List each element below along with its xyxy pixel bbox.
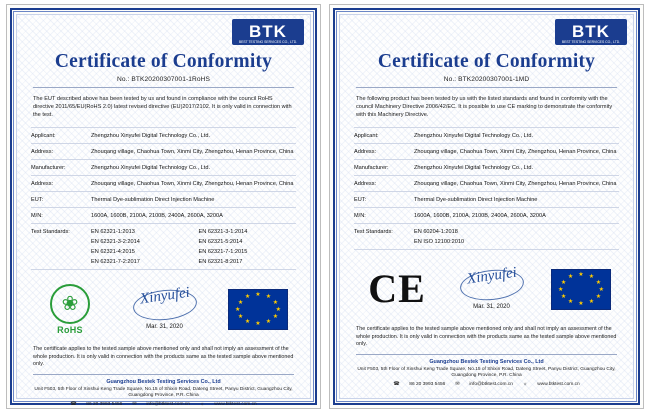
standard-item (522, 228, 620, 236)
rohs-caption: RoHS (57, 324, 83, 335)
field-label: Address: (354, 176, 414, 192)
field-label: Applicant: (31, 128, 91, 144)
table-row (354, 176, 619, 192)
field-value: Zhouqang village, Chaohua Town, Xinmi City, Zhengzhou, Henan Province, China (414, 176, 619, 192)
field-value: Zhengzhou Xinyufei Digital Technology Co., Ltd. (414, 160, 619, 176)
issuer-company: Guangzhou Bestek Testing Services Co., Ltd (429, 358, 544, 365)
certificate-title: Certificate of Conformity (54, 51, 273, 72)
table-row (354, 192, 619, 208)
eu-flag-icon: ★ ★ ★ ★ ★ ★ ★ ★ ★ ★ ★ ★ (228, 289, 288, 330)
divider-footer (33, 374, 294, 375)
rohs-icon (50, 284, 90, 324)
intro-paragraph: The following product has been tested by us with the listed standards and found in conformity with the council Machinery Directive 2006/42/EC. It is possible to use CE marking to demonstrate the conformity with this Machinery Directive. (356, 96, 613, 118)
table-row-standards (31, 224, 296, 270)
standards-label: Test Standards: (354, 224, 414, 250)
standard-item: EN 62321-7-1:2015 (198, 248, 248, 255)
signature-stamp (122, 284, 208, 330)
issuer-company: Guangzhou Bestek Testing Services Co., Ltd (106, 378, 221, 385)
certificate-title: Certificate of Conformity (377, 51, 596, 72)
footer-note: The certificate applies to the tested sample above mentioned only and shall not imply an assessment of the whole production. It is only valid in connection with the products same as the tested sample above mentioned only. (356, 326, 617, 348)
website-url[interactable]: www.btktest.com.cn (537, 381, 580, 387)
certificate-ce (329, 4, 644, 409)
standard-item: EN 60204-1:2018 (414, 228, 458, 235)
field-value: Thermal Dye-sublimation Direct Injection Machine (91, 192, 296, 208)
mail-icon: ✉ (455, 381, 460, 387)
standards-list (414, 224, 619, 250)
btk-logo-text: BTK (572, 22, 610, 41)
phone-icon: ☎ (70, 401, 77, 407)
issuer-address: Unit F503, 5th Floor of Xinshui Keng Trade Square, No.15 of Shixin Road, Dateng Street, Panyu District, Guangzhou City, Guangdong Province, P.R. China (357, 366, 616, 379)
marks-row (354, 256, 619, 322)
standard-item (522, 238, 620, 246)
certificate-number (354, 76, 619, 83)
standard-item: EN 62321-3-1:2014 (198, 228, 248, 235)
field-label: EUT: (354, 192, 414, 208)
certificate-number-label: No.: (116, 76, 130, 83)
standards-list (91, 224, 296, 270)
divider-footer (356, 354, 617, 355)
table-row (354, 160, 619, 176)
intro-paragraph: The EUT described above has been tested by us and found in compliance with the council RoHS directive 2011/65/EU(RoHS 2.0) latest revised directive (EU)2017/2102. It is only valid in connection with the test. (33, 96, 292, 118)
website-url[interactable]: www.btktest.com.cn (214, 401, 257, 407)
field-value: Zhouqang village, Chaohua Town, Xinmi City, Zhengzhou, Henan Province, China (91, 176, 296, 192)
btk-logo-text: BTK (249, 22, 287, 41)
field-label: Address: (31, 176, 91, 192)
marks-row (31, 276, 296, 342)
field-value: Zhengzhou Xinyufei Digital Technology Co., Ltd. (414, 128, 619, 144)
divider-top (33, 87, 294, 88)
field-value: Zhengzhou Xinyufei Digital Technology Co., Ltd. (91, 128, 296, 144)
field-label: Address: (31, 144, 91, 160)
standard-item: EN 62321-8:2017 (198, 258, 243, 265)
btk-logo (232, 19, 304, 45)
issuer-address: Unit F503, 5th Floor of Xinshui Keng Trade Square, No.15 of Shixin Road, Dateng Street, Panyu District, Guangzhou City, Guangdong Province, P.R. China (34, 386, 293, 399)
issue-date: Mar. 31, 2020 (473, 304, 510, 310)
standard-item: EN 62321-4:2015 (91, 248, 135, 255)
certificate-number-label: No.: (443, 76, 457, 83)
table-row (354, 128, 619, 144)
table-row (31, 176, 296, 192)
field-label: EUT: (31, 192, 91, 208)
btk-logo-subtext: BEST TESTING SERVICES CO., LTD. (238, 40, 298, 44)
issue-date: Mar. 31, 2020 (146, 324, 183, 330)
field-value: Zhouqang village, Chaohua Town, Xinmi City, Zhengzhou, Henan Province, China (414, 144, 619, 160)
footer-note: The certificate applies to the tested sample above mentioned only and shall not imply an assessment of the whole production. It is only valid in connection with the products same as the tested sample above mentioned only. (33, 346, 294, 368)
globe-icon: ☼ (522, 381, 528, 387)
table-row (354, 208, 619, 224)
certificate-number-value: BTK20200307001-1MD (458, 76, 530, 83)
field-label: M/N: (354, 208, 414, 224)
issuer-contacts (31, 402, 296, 407)
table-row (31, 208, 296, 224)
certificate-number (31, 76, 296, 83)
fields-table (31, 127, 296, 270)
table-row (354, 144, 619, 160)
field-value: Zhouqang village, Chaohua Town, Xinmi City, Zhengzhou, Henan Province, China (91, 144, 296, 160)
field-label: Manufacturer: (354, 160, 414, 176)
field-label: M/N: (31, 208, 91, 224)
standard-item: EN ISO 12100:2010 (414, 238, 465, 245)
certificate-rohs (6, 4, 321, 409)
eu-flag-icon: ★ ★ ★ ★ ★ ★ ★ ★ ★ ★ ★ ★ (551, 269, 611, 310)
field-label: Manufacturer: (31, 160, 91, 176)
table-row-standards (354, 224, 619, 250)
field-value: 1600A, 1600B, 2100A, 2100B, 2400A, 2600A, 3200A (414, 208, 619, 224)
signature-text: Xinyufei (465, 264, 518, 288)
phone-number: 86 20 3993 5456 (409, 381, 446, 387)
btk-logo (555, 19, 627, 45)
ce-mark: CE (368, 266, 426, 311)
standard-item: EN 62321-7-2:2017 (91, 258, 140, 265)
field-label: Address: (354, 144, 414, 160)
fields-table (354, 127, 619, 250)
field-value: 1600A, 1600B, 2100A, 2100B, 2400A, 2600A, 3200A (91, 208, 296, 224)
standards-label: Test Standards: (31, 224, 91, 270)
table-row (31, 192, 296, 208)
leaf-icon: ❀ (61, 292, 79, 315)
rohs-mark (39, 284, 101, 335)
issuer-contacts (354, 382, 619, 387)
phone-icon: ☎ (393, 381, 400, 387)
phone-number: 86 20 3993 5456 (86, 401, 123, 407)
email-address[interactable]: info@btktest.com.cn (469, 381, 513, 387)
signature-stamp (449, 264, 535, 310)
field-label: Applicant: (354, 128, 414, 144)
field-value: Zhengzhou Xinyufei Digital Technology Co., Ltd. (91, 160, 296, 176)
standard-item: EN 62321-5:2014 (198, 238, 243, 245)
table-row (31, 128, 296, 144)
certificate-number-value: BTK20200307001-1RoHS (131, 76, 211, 83)
email-address[interactable]: info@btktest.com.cn (146, 401, 190, 407)
table-row (31, 160, 296, 176)
standard-item: EN 62321-3-2:2014 (91, 238, 140, 245)
table-row (31, 144, 296, 160)
field-value: Thermal Dye-sublimation Direct Injection Machine (414, 192, 619, 208)
mail-icon: ✉ (132, 401, 137, 407)
globe-icon: ☼ (199, 401, 205, 407)
divider-top (356, 87, 617, 88)
signature-text: Xinyufei (138, 284, 191, 308)
standard-item: EN 62321-1:2013 (91, 228, 135, 235)
btk-logo-subtext: BEST TESTING SERVICES CO., LTD. (561, 40, 621, 44)
